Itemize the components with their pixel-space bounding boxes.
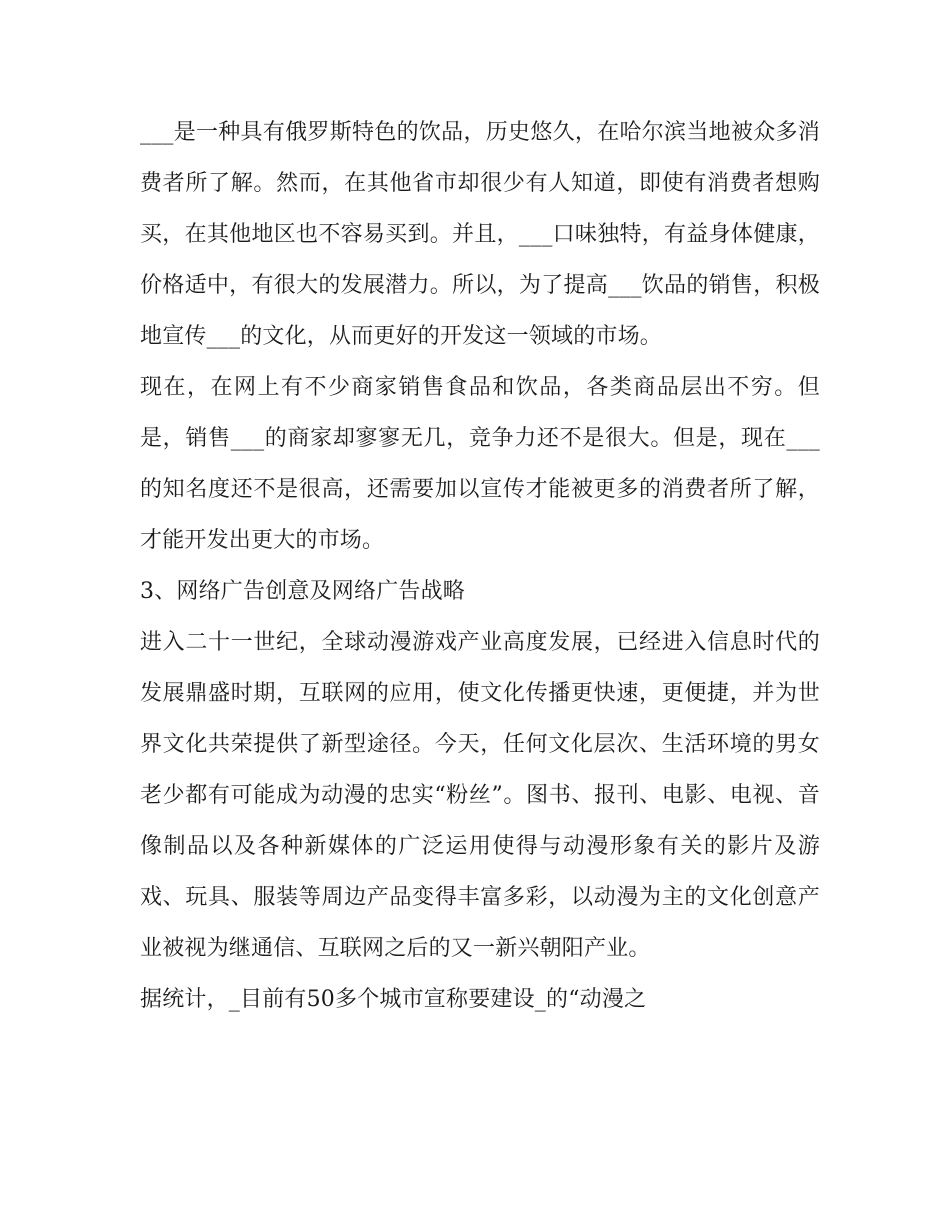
paragraph-animation-industry: 进入二十一世纪，全球动漫游戏产业高度发展，已经进入信息时代的发展鼎盛时期，互联网的应用，使文化传播更快速，更便捷，并为世界文化共荣提供了新型途径。今天，任何文化层次、生活环境的男女老少都有可能成为动漫的忠实“粉丝”。图书、报刊、电影、电视、音像制品以及各种新媒体的广泛运用使得与动漫形象有关的影片及游戏、玩具、服装等周边产品变得丰富多彩，以动漫为主的文化创意产业被视为继通信、互联网之后的又一新兴朝阳产业。 — [140, 630, 820, 961]
paragraph-market: 现在，在网上有不少商家销售食品和饮品，各类商品层出不穷。但是，销售___的商家却寥寥无几，竞争力还不是很大。但是，现在___的知名度还不是很高，还需要加以宣传才能被更多的消费者所了解，才能开发出更大的市场。 — [140, 375, 820, 553]
document-body — [140, 107, 820, 1025]
section-heading: 3、网络广告创意及网络广告战略 — [140, 579, 465, 604]
paragraph-statistics: 据统计，_目前有50多个城市宣称要建设_的“动漫之 — [140, 987, 647, 1012]
paragraph-intro: ___是一种具有俄罗斯特色的饮品，历史悠久，在哈尔滨当地被众多消费者所了解。然而，在其他省市却很少有人知道，即使有消费者想购买，在其他地区也不容易买到。并且，___口味独特，有益身体健康，价格适中，有很大的发展潜力。所以，为了提高___饮品的销售，积极地宣传___的文化，从而更好的开发这一领域的市场。 — [140, 120, 820, 349]
